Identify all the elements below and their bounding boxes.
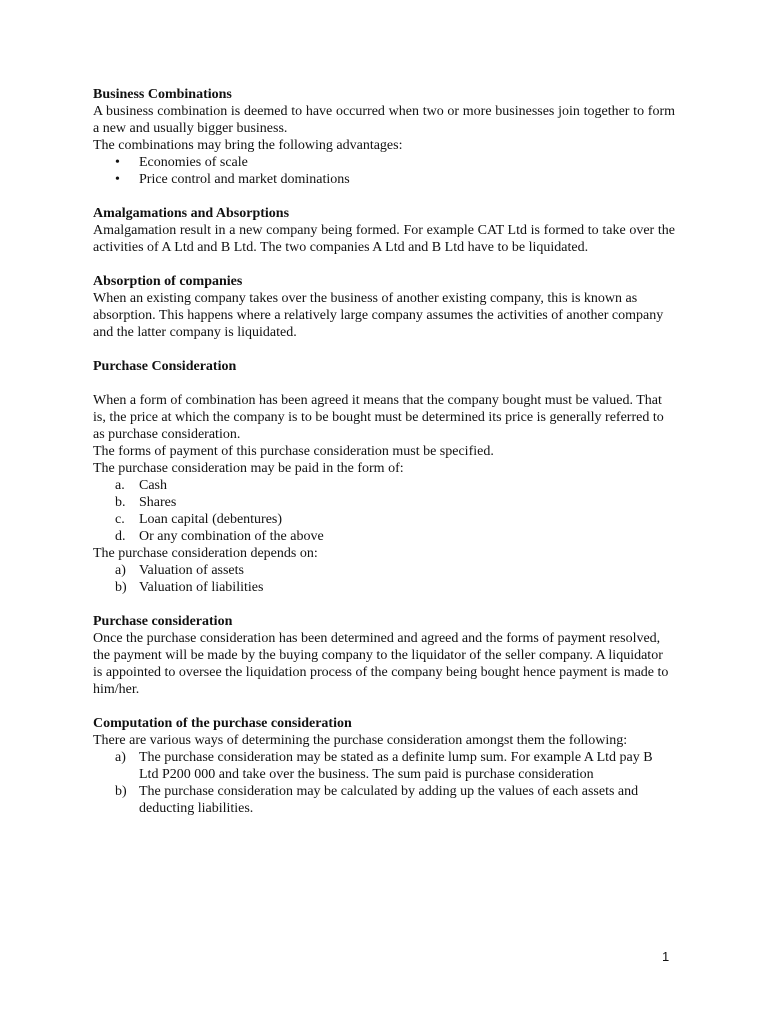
bullet-icon: •	[115, 155, 120, 170]
list-item-text: The purchase consideration may be calculated by adding up the values of each assets and deducting liabilities.	[139, 784, 639, 816]
paragraph-valuation: When a form of combination has been agreed it means that the company bought must be valued. That is, the price at which the company is to be bought must be determined its price is generally referred to as purchase consideration.	[93, 393, 664, 442]
list-item-text: Valuation of liabilities	[139, 580, 264, 595]
list-marker: a)	[115, 563, 126, 578]
paragraph-advantages-intro: The combinations may bring the following advantages:	[93, 138, 403, 153]
list-marker: b.	[115, 495, 126, 510]
heading-absorption: Absorption of companies	[93, 274, 243, 289]
paragraph-forms-intro: The purchase consideration may be paid in the form of:	[93, 461, 404, 476]
list-item-text: Shares	[139, 495, 177, 510]
paragraph-forms-specified: The forms of payment of this purchase consideration must be specified.	[93, 444, 494, 459]
list-marker: b)	[115, 784, 127, 799]
bullet-icon: •	[115, 172, 120, 187]
paragraph-payment-liquidator: Once the purchase consideration has been determined and agreed and the forms of payment resolved, the payment will be made by the buying company to the liquidator of the seller company. A liquidator is appointed to oversee the liquidation process of the company being bought hence payment is made to him/her.	[93, 631, 669, 697]
list-marker: a)	[115, 750, 126, 765]
list-item	[93, 171, 675, 188]
list-item	[93, 562, 675, 579]
list-item-text: The purchase consideration may be stated as a definite lump sum. For example A Ltd pay B Ltd P200 000 and take over the business. The sum paid is purchase consideration	[139, 750, 653, 782]
paragraph-depends-intro: The purchase consideration depends on:	[93, 546, 318, 561]
list-marker: d.	[115, 529, 126, 544]
list-item-text: Loan capital (debentures)	[139, 512, 283, 527]
list-item	[93, 511, 675, 528]
list-marker: c.	[115, 512, 125, 527]
list-item-text: Price control and market dominations	[139, 172, 350, 187]
payment-forms-list	[93, 477, 675, 545]
list-item-text: Or any combination of the above	[139, 529, 324, 544]
list-item	[93, 494, 675, 511]
heading-business-combinations: Business Combinations	[93, 87, 232, 102]
document-page	[93, 86, 675, 817]
paragraph-computation-intro: There are various ways of determining the purchase consideration amongst them the following:	[93, 733, 628, 748]
list-marker: b)	[115, 580, 127, 595]
list-item	[93, 749, 675, 783]
list-item	[93, 783, 675, 817]
paragraph-absorption: When an existing company takes over the business of another existing company, this is known as absorption. This happens where a relatively large company assumes the activities of another company and the latter company is liquidated.	[93, 291, 664, 340]
list-item-text: Economies of scale	[139, 155, 248, 170]
heading-computation: Computation of the purchase consideration	[93, 716, 352, 731]
heading-purchase-consideration-payment: Purchase consideration	[93, 614, 233, 629]
list-item-text: Cash	[139, 478, 167, 493]
list-item-text: Valuation of assets	[139, 563, 244, 578]
heading-purchase-consideration: Purchase Consideration	[93, 359, 237, 374]
list-item	[93, 528, 675, 545]
list-item	[93, 477, 675, 494]
computation-methods-list	[93, 749, 675, 817]
list-item	[93, 154, 675, 171]
depends-list	[93, 562, 675, 596]
list-marker: a.	[115, 478, 125, 493]
heading-amalgamations: Amalgamations and Absorptions	[93, 206, 290, 221]
page-number: 1	[662, 949, 670, 964]
list-item	[93, 579, 675, 596]
advantages-list	[93, 154, 675, 188]
paragraph-business-combination-definition: A business combination is deemed to have occurred when two or more businesses join together to form a new and usually bigger business.	[93, 104, 675, 136]
paragraph-amalgamation: Amalgamation result in a new company being formed. For example CAT Ltd is formed to take over the activities of A Ltd and B Ltd. The two companies A Ltd and B Ltd have to be liquidated.	[93, 223, 675, 255]
